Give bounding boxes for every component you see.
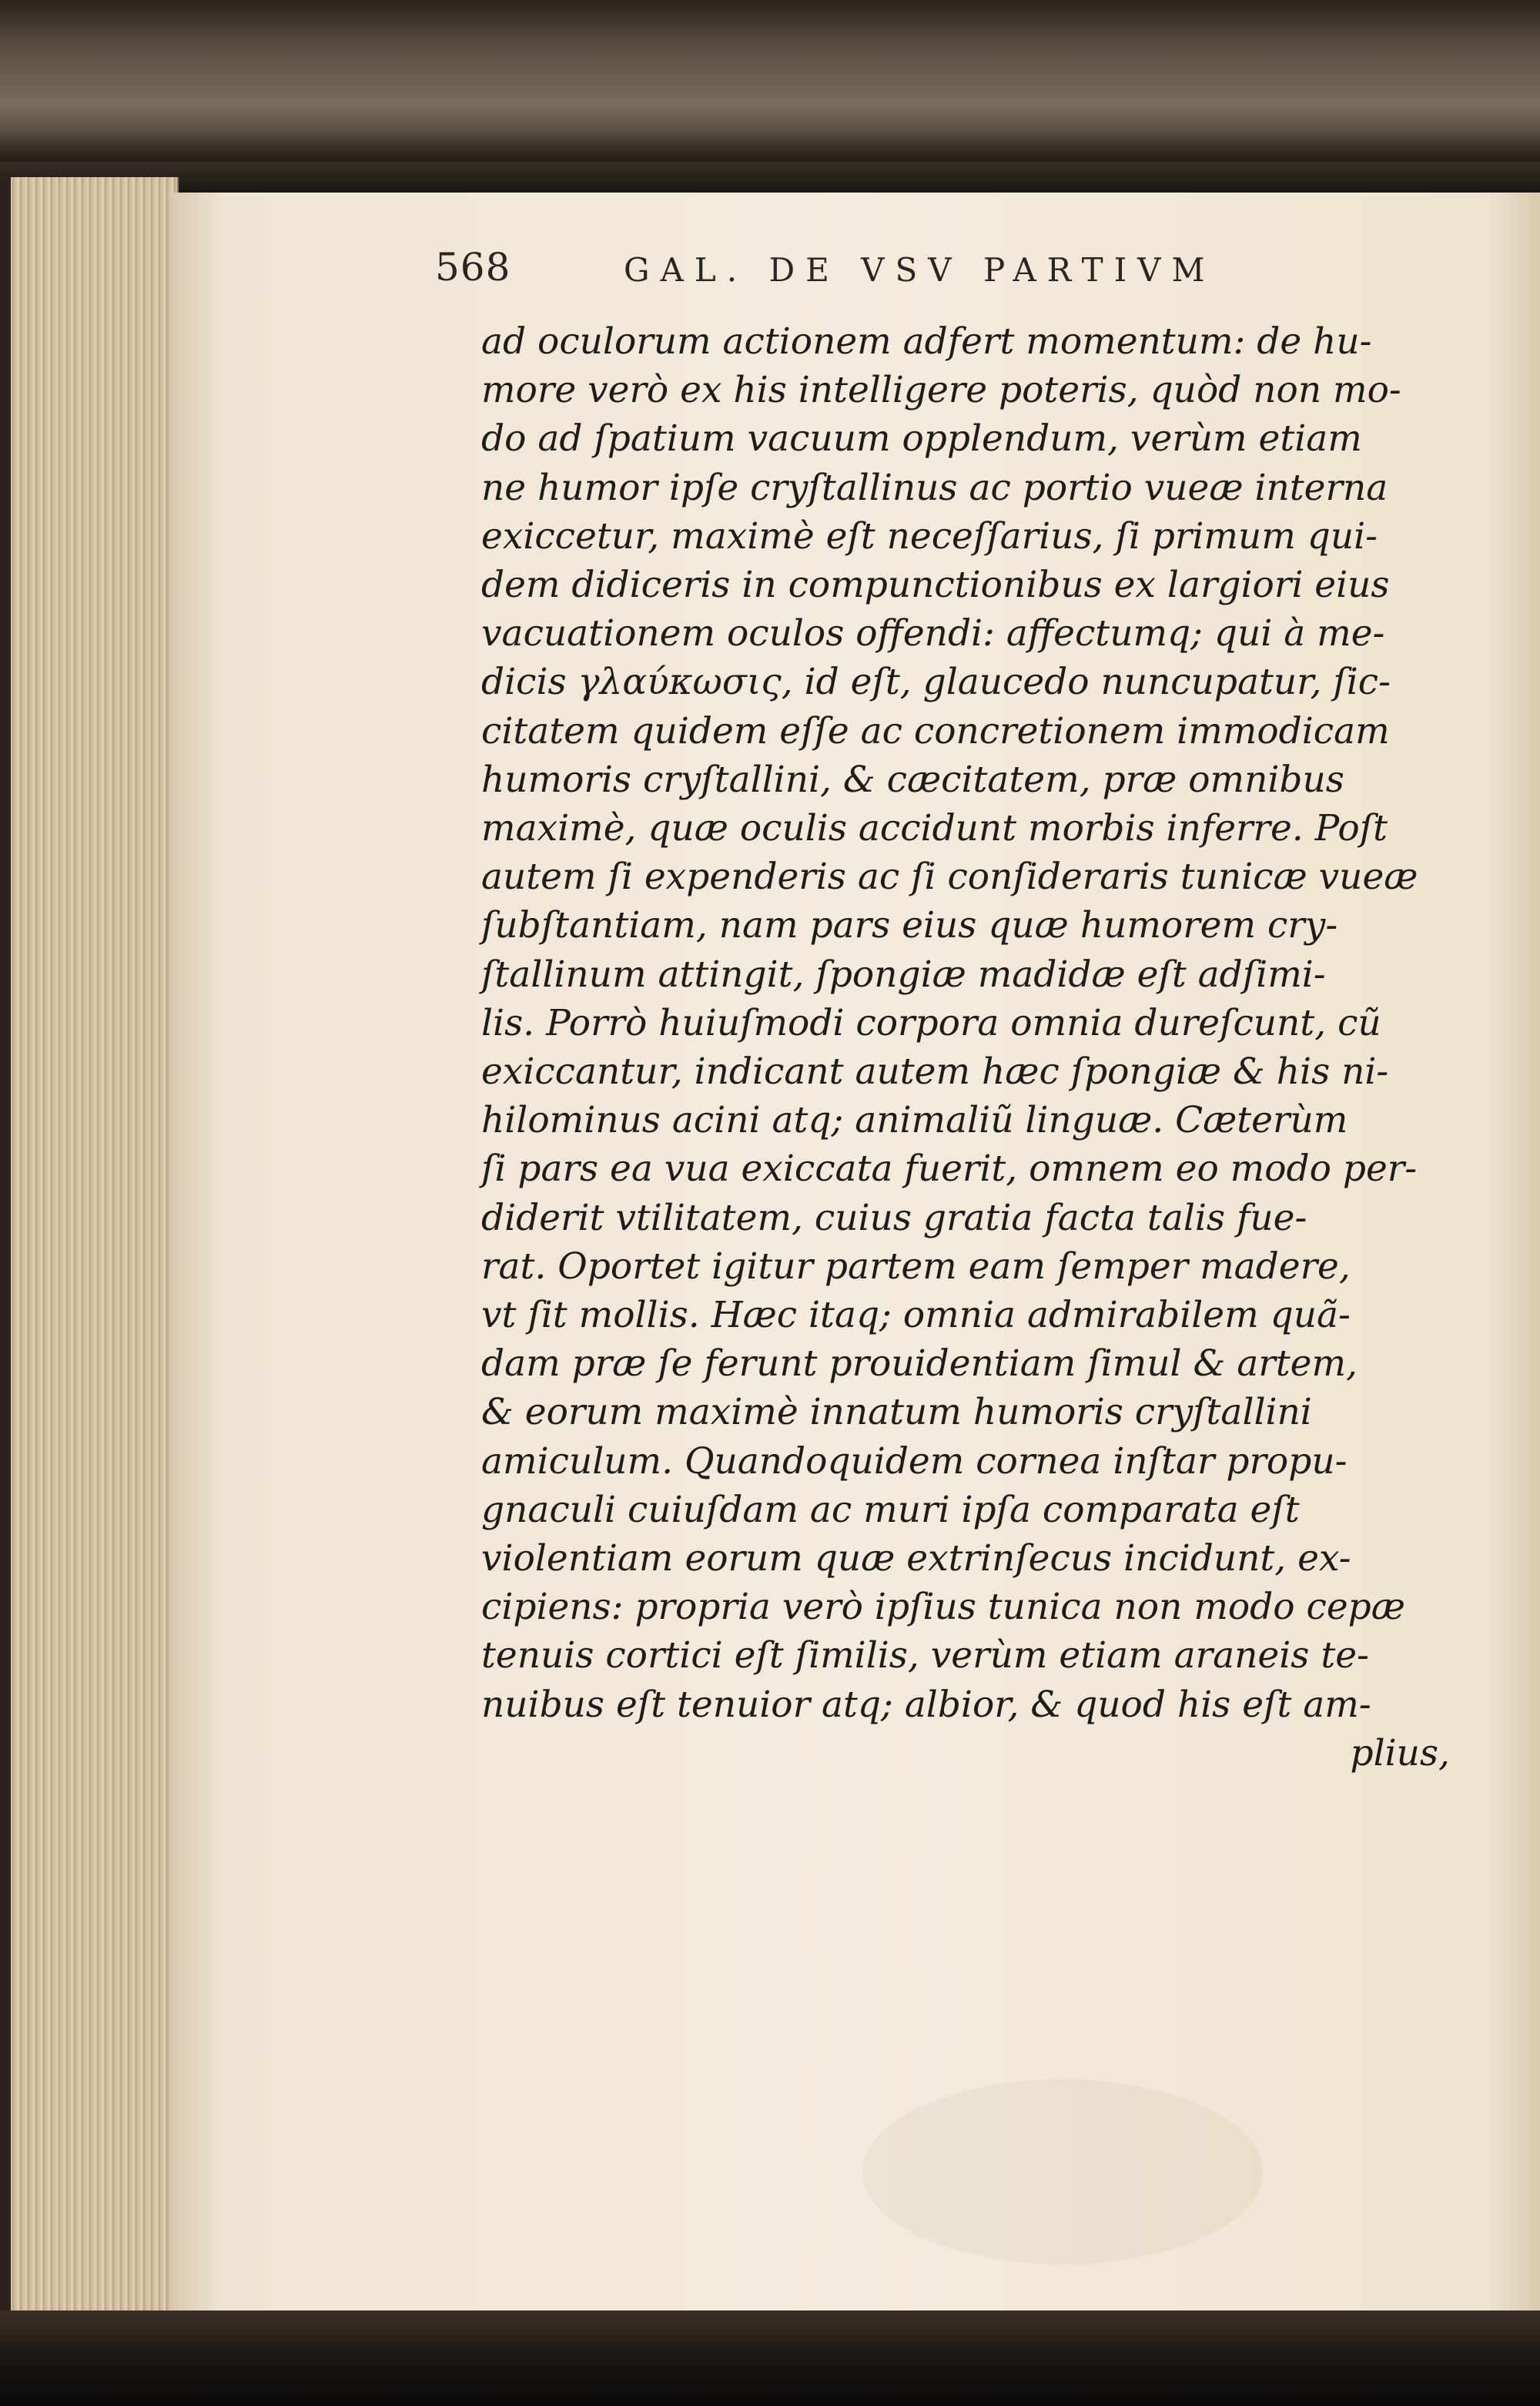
text-line: lis. Porrò huiuſmodi corpora omnia dureſcunt, cũ — [481, 1001, 1381, 1044]
text-line: dicis γλαύκωσις, id eſt, glaucedo nuncupatur, ſic- — [481, 661, 1391, 704]
text-line: humoris cryſtallini, & cæcitatem, præ omnibus — [481, 758, 1344, 801]
text-line: amiculum. Quandoquidem cornea inſtar propu- — [481, 1439, 1348, 1483]
page-edges — [0, 177, 179, 2318]
page-stain — [862, 2079, 1263, 2264]
body-text — [481, 317, 1459, 1778]
text-line: do ad ſpatium vacuum opplendum, verùm etiam — [481, 417, 1362, 461]
page-number: 568 — [435, 245, 511, 290]
text-line: cipiens: propria verò ipſius tunica non modo cepæ — [481, 1586, 1405, 1629]
text-line: nuibus eſt tenuior atq; albior, & quod his eſt am- — [481, 1683, 1371, 1726]
book-cover-bottom — [0, 2310, 1540, 2406]
text-line: vt ſit mollis. Hæc itaq; omnia admirabilem quã- — [481, 1294, 1351, 1337]
text-line: hilominus acini atq; animaliũ linguæ. Cæterùm — [481, 1099, 1348, 1142]
text-line: maximè, quæ oculis accidunt morbis inferre. Poſt — [481, 807, 1388, 850]
text-line: dam præ ſe ferunt prouidentiam ſimul & artem, — [481, 1342, 1358, 1386]
text-line: autem ſi expenderis ac ſi conſideraris tunicæ vueæ — [481, 856, 1418, 899]
text-line: ſubſtantiam, nam pars eius quæ humorem cry- — [481, 904, 1338, 947]
text-line: exiccantur, indicant autem hæc ſpongiæ & his ni- — [481, 1051, 1389, 1094]
page-header — [435, 245, 1305, 299]
text-line: exiccetur, maximè eſt neceſſarius, ſi primum qui- — [481, 514, 1378, 558]
text-line: more verò ex his intelligere poteris, quòd non mo- — [481, 369, 1401, 412]
book-spine-shadow — [0, 177, 11, 2318]
catchword: plius, — [1350, 1731, 1450, 1774]
book-cover-top — [0, 0, 1540, 193]
text-line: ne humor ipſe cryſtallinus ac portio vueæ interna — [481, 466, 1388, 509]
text-line: ſi pars ea vua exiccata fuerit, omnem eo modo per- — [481, 1148, 1418, 1191]
text-line: diderit vtilitatem, cuius gratia facta talis fue- — [481, 1196, 1307, 1239]
text-line: violentiam eorum quæ extrinſecus incidunt, ex- — [481, 1537, 1351, 1580]
text-line: dem didiceris in compunctionibus ex largiori eius — [481, 564, 1390, 607]
text-line: gnaculi cuiuſdam ac muri ipſa comparata eſt — [481, 1488, 1300, 1531]
running-head: GAL. DE VSV PARTIVM — [624, 251, 1216, 289]
text-line: vacuationem oculos offendi: affectumq; qui à me- — [481, 612, 1385, 655]
text-line: rat. Oportet igitur partem eam ſemper madere, — [481, 1245, 1351, 1288]
text-line: ſtallinum attingit, ſpongiæ madidæ eſt adſimi- — [481, 953, 1326, 996]
text-line: tenuis cortici eſt ſimilis, verùm etiam araneis te- — [481, 1634, 1369, 1677]
text-line: & eorum maximè innatum humoris cryſtallini — [481, 1391, 1312, 1434]
text-line: ad oculorum actionem adfert momentum: de hu- — [481, 320, 1372, 363]
text-line: citatem quidem eſſe ac concretionem immodicam — [481, 709, 1390, 752]
